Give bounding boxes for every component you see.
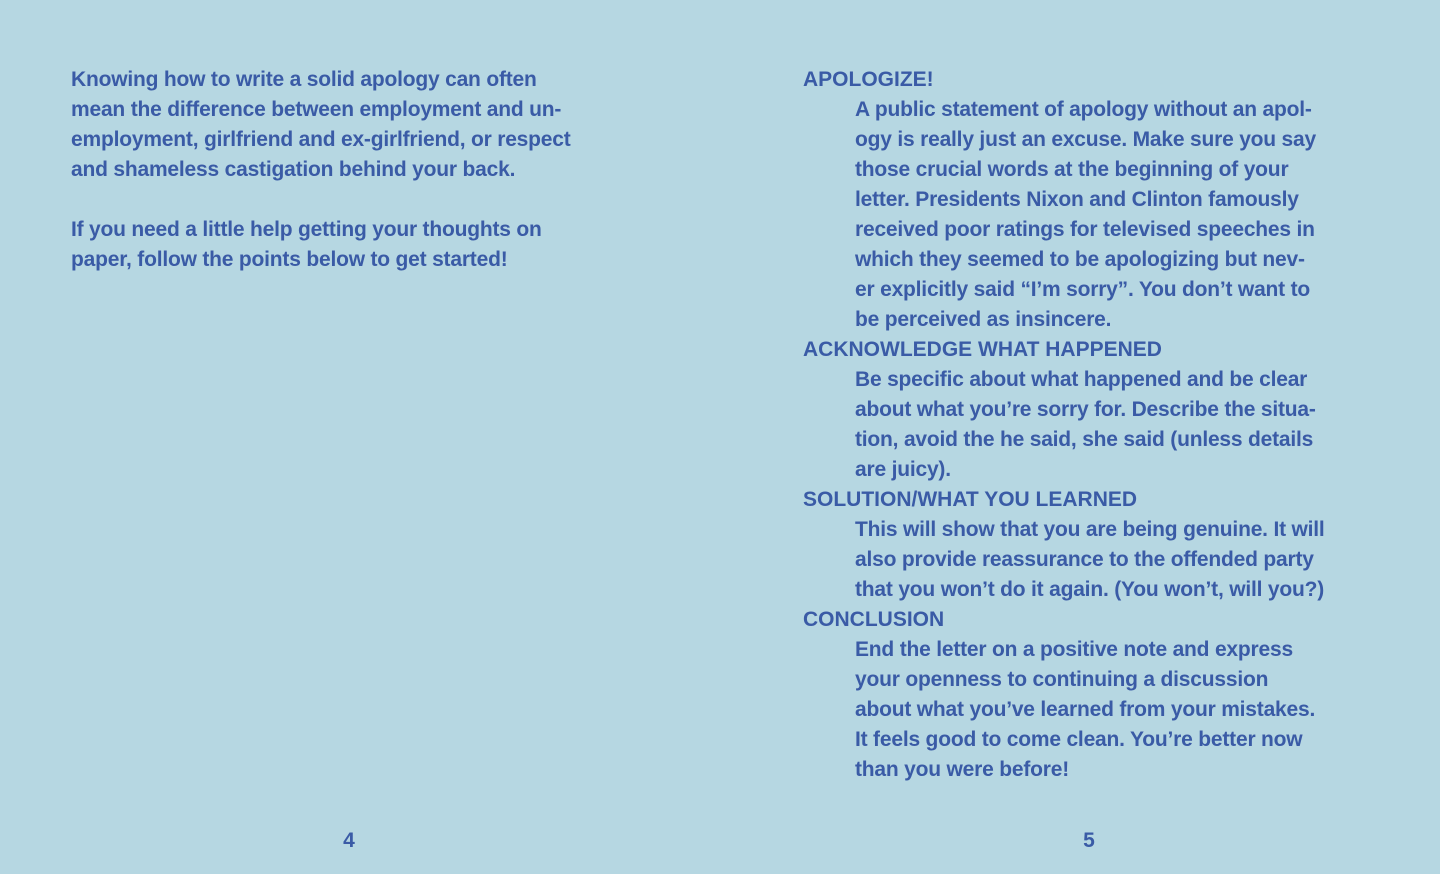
- section-body-line: that you won’t do it again. (You won’t, will you?): [855, 578, 1325, 601]
- section-body-line: tion, avoid the he said, she said (unless details: [855, 428, 1314, 451]
- section-body-line: This will show that you are being genuine. It will: [855, 518, 1325, 541]
- section-heading-acknowledge: ACKNOWLEDGE WHAT HAPPENED: [803, 338, 1162, 361]
- section-body-line: received poor ratings for televised speeches in: [855, 218, 1315, 241]
- intro-paragraph-1-line: employment, girlfriend and ex-girlfriend, or respect: [71, 128, 571, 151]
- intro-paragraph-1-line: Knowing how to write a solid apology can often: [71, 68, 537, 91]
- section-heading-solution: SOLUTION/WHAT YOU LEARNED: [803, 488, 1138, 511]
- section-body-line: also provide reassurance to the offended party: [855, 548, 1314, 571]
- section-body-line: your openness to continuing a discussion: [855, 668, 1269, 691]
- intro-paragraph-2-line: paper, follow the points below to get started!: [71, 248, 508, 271]
- section-heading-apologize: APOLOGIZE!: [803, 68, 934, 91]
- section-body-line: than you were before!: [855, 758, 1070, 781]
- section-body-line: those crucial words at the beginning of your: [855, 158, 1289, 181]
- section-body-line: be perceived as insincere.: [855, 308, 1112, 331]
- right-page: [720, 0, 1440, 874]
- page-number-left: 4: [343, 829, 355, 852]
- page-number-right: 5: [1083, 829, 1095, 852]
- section-body-line: ogy is really just an excuse. Make sure you say: [855, 128, 1316, 151]
- section-body-line: about what you’ve learned from your mistakes.: [855, 698, 1316, 721]
- section-body-line: A public statement of apology without an apol-: [855, 98, 1312, 121]
- intro-paragraph-2-line: If you need a little help getting your thoughts on: [71, 218, 542, 241]
- section-body-line: Be specific about what happened and be clear: [855, 368, 1308, 391]
- section-body-line: which they seemed to be apologizing but nev-: [855, 248, 1305, 271]
- section-body-line: about what you’re sorry for. Describe the situa-: [855, 398, 1316, 421]
- section-body-line: letter. Presidents Nixon and Clinton famously: [855, 188, 1299, 211]
- intro-paragraph-1-line: and shameless castigation behind your back.: [71, 158, 516, 181]
- section-body-line: are juicy).: [855, 458, 951, 481]
- intro-paragraph-1-line: mean the difference between employment and un-: [71, 98, 562, 121]
- section-body-line: End the letter on a positive note and express: [855, 638, 1293, 661]
- section-body-line: er explicitly said “I’m sorry”. You don’t want to: [855, 278, 1311, 301]
- section-heading-conclusion: CONCLUSION: [803, 608, 945, 631]
- section-body-line: It feels good to come clean. You’re better now: [855, 728, 1303, 751]
